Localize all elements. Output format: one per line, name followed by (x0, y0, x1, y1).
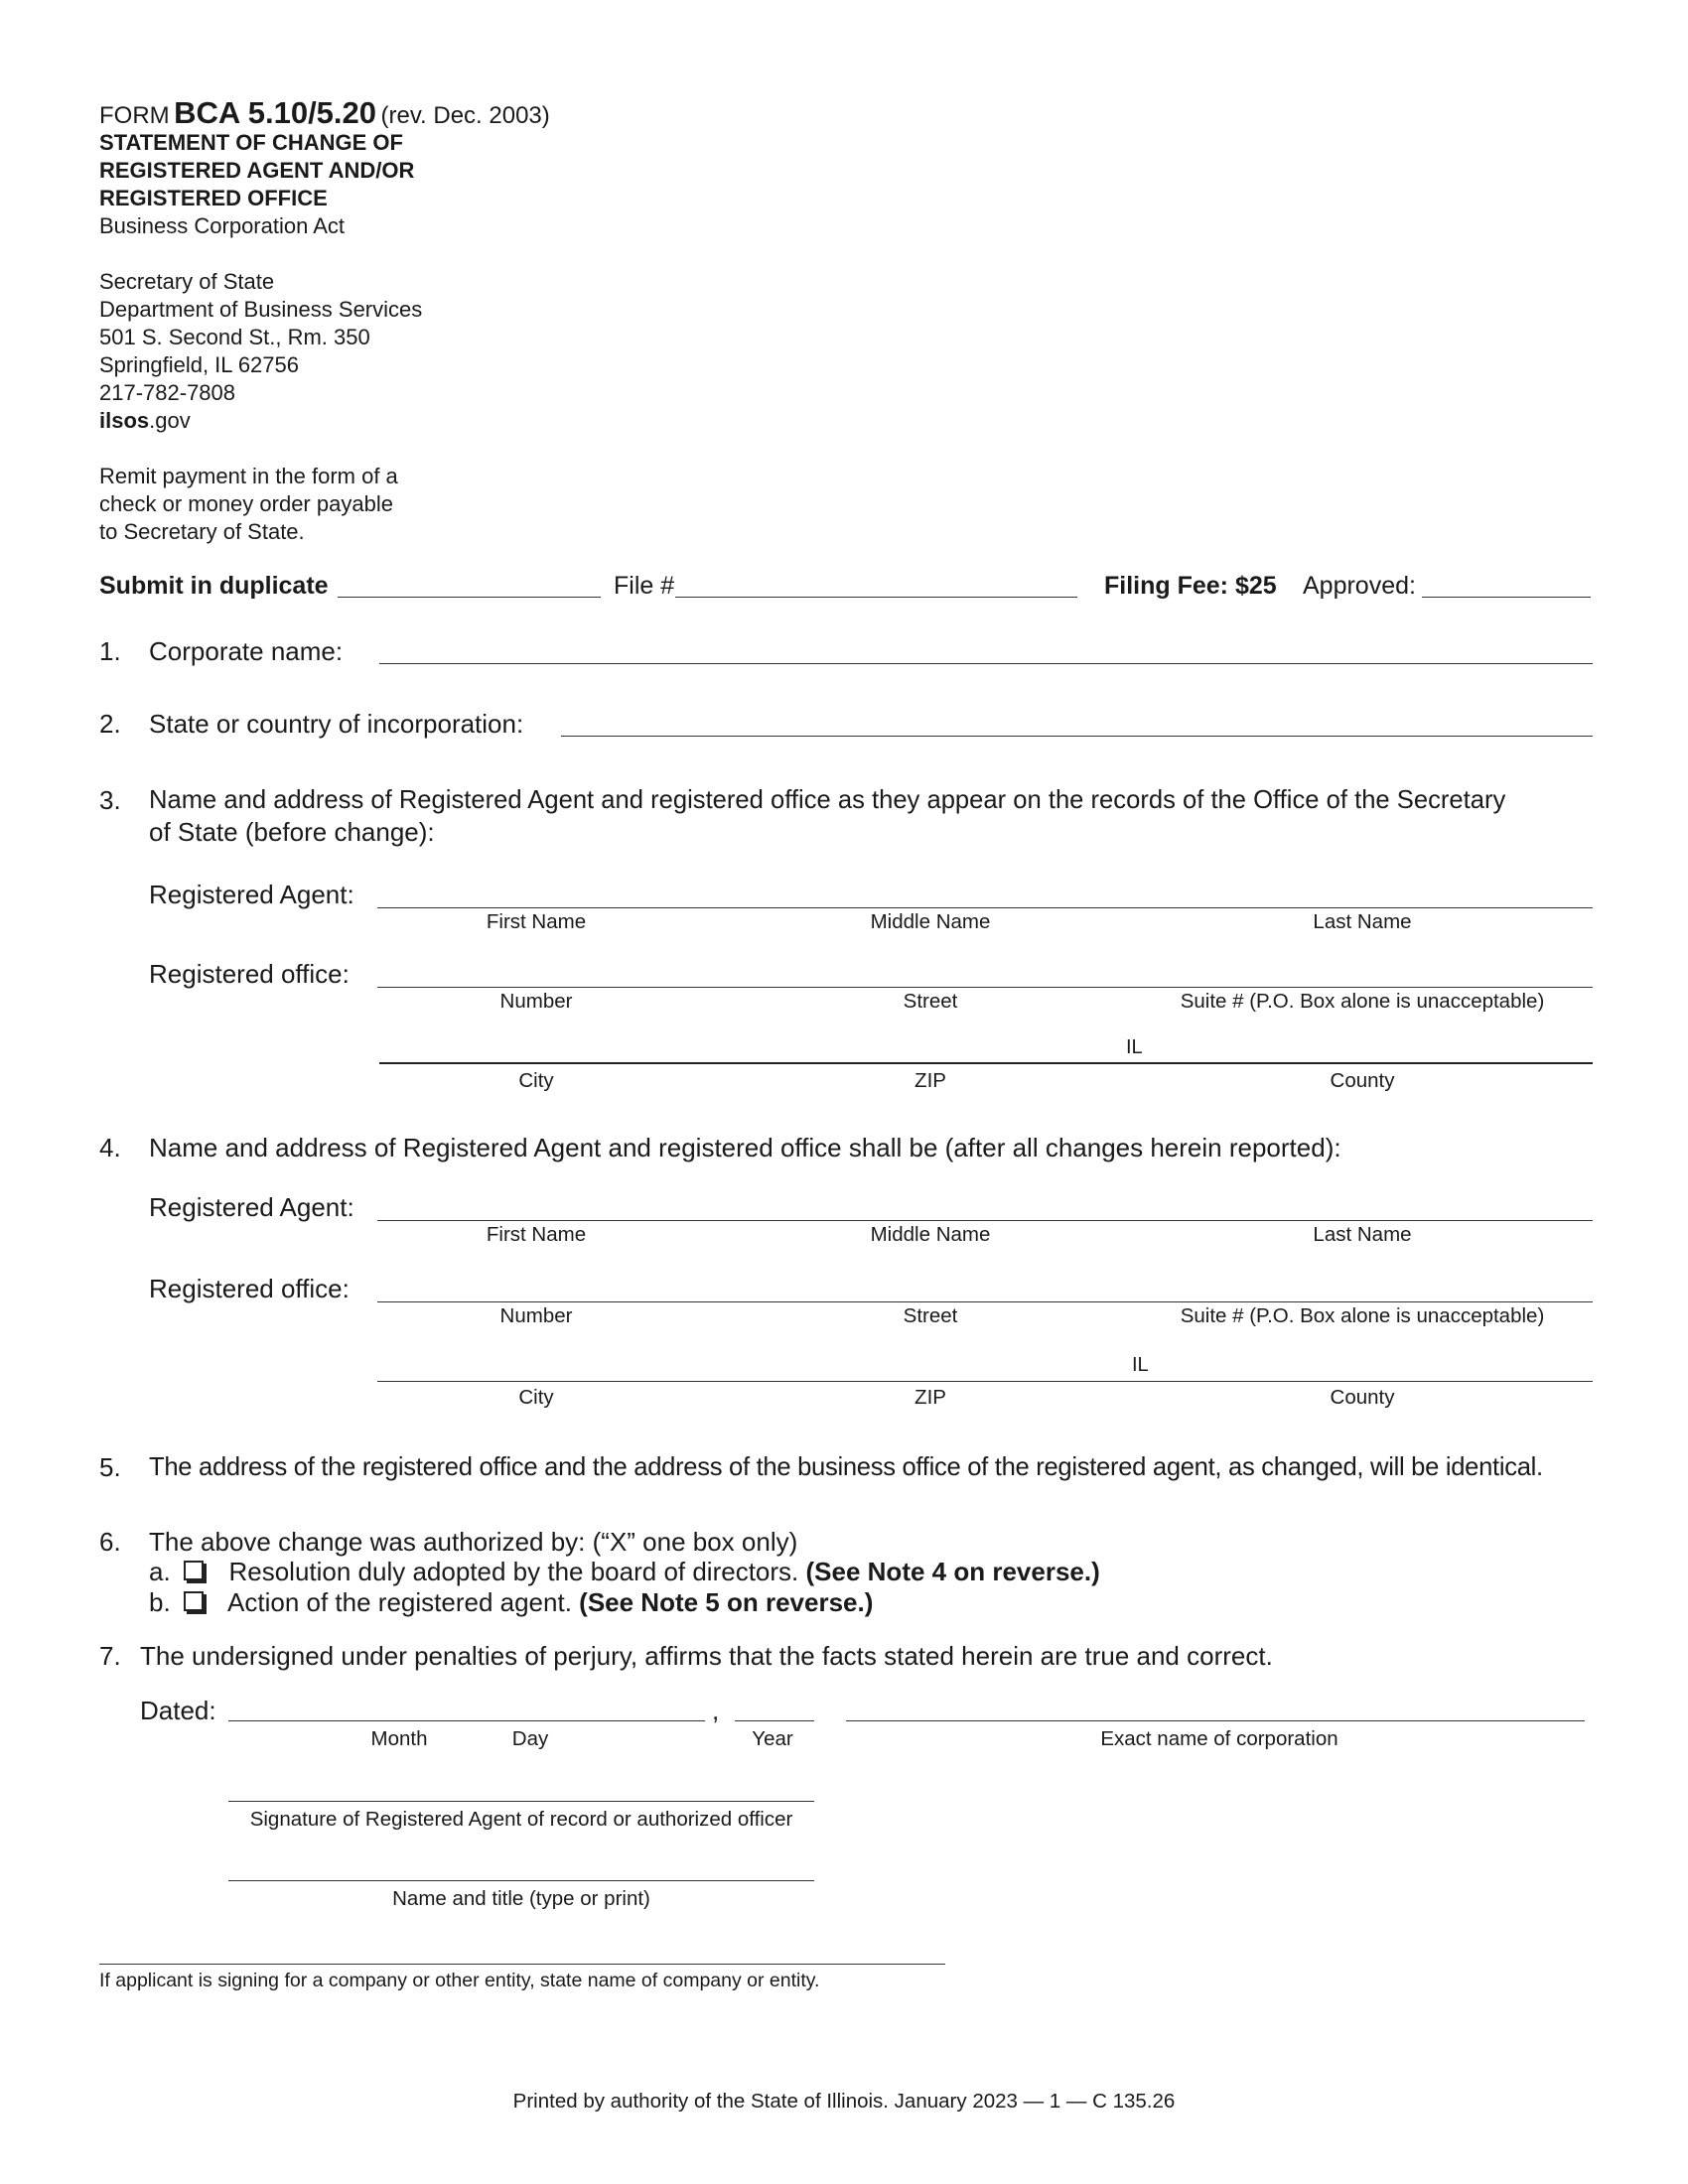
signature-label: Signature of Registered Agent of record or authorized officer (249, 1808, 793, 1831)
option-b-text: Action of the registered agent. (227, 1587, 572, 1617)
payment-line2: check or money order payable (99, 491, 393, 516)
agent-after-first: First Name (486, 1223, 587, 1246)
entity-line (99, 1964, 945, 1965)
filing-fee-label: Filing Fee: $25 (1104, 572, 1277, 600)
office-before-suite: Suite # (P.O. Box alone is unacceptable) (1180, 990, 1545, 1013)
item7-number: 7. (99, 1641, 121, 1671)
corp-name-label: Exact name of corporation (1100, 1727, 1338, 1750)
office-after-input[interactable] (377, 1272, 1593, 1301)
agent-after-label: Registered Agent: (149, 1192, 354, 1222)
date-month-day-input[interactable] (228, 1691, 705, 1720)
item4-label: Name and address of Registered Agent and registered office shall be (after all changes herein reported): (149, 1133, 1341, 1162)
office-after-street: Street (903, 1304, 958, 1327)
office-before-city: City (518, 1069, 554, 1092)
option-a-note: (See Note 4 on reverse.) (805, 1557, 1100, 1586)
office-after-suite: Suite # (P.O. Box alone is unacceptable) (1180, 1304, 1545, 1327)
submit-field[interactable] (338, 568, 601, 598)
exact-corp-name-input[interactable] (846, 1691, 1585, 1720)
item3-line1: Name and address of Registered Agent and registered office as they appear on the records of the Office of the Secretary (149, 786, 1506, 814)
office-line1: Secretary of State (99, 269, 275, 294)
office-before-city-line (379, 1062, 1593, 1064)
date-comma: , (712, 1696, 720, 1725)
item6-text: The above change was authorized by: (“X” one box only) (149, 1527, 798, 1557)
agent-after-line (377, 1220, 1593, 1221)
website-bold: ilsos (99, 408, 150, 433)
option-b-row (149, 1586, 873, 1618)
option-a-letter: a. (149, 1557, 171, 1586)
office-after-state: IL (1132, 1354, 1149, 1376)
item3-number: 3. (99, 785, 121, 815)
year-label: Year (752, 1727, 793, 1750)
item3-line2: of State (before change): (149, 817, 435, 847)
office-after-city-input[interactable] (377, 1351, 1112, 1381)
corp-name-line (846, 1720, 1585, 1721)
option-a-row (149, 1556, 1100, 1587)
act-name: Business Corporation Act (99, 213, 346, 238)
date-line (228, 1720, 705, 1721)
checkbox-b[interactable] (184, 1591, 204, 1611)
office-before-state: IL (1126, 1036, 1143, 1058)
form-title-line3: REGISTERED OFFICE (99, 186, 328, 210)
footer-text: Printed by authority of the State of Illinois. January 2023 — 1 — C 135.26 (512, 2090, 1176, 2113)
payment-line1: Remit payment in the form of a (99, 464, 398, 488)
agent-after-input[interactable] (377, 1190, 1593, 1220)
office-after-county: County (1330, 1386, 1395, 1409)
form-prefix: FORM (99, 102, 170, 129)
agent-after-last: Last Name (1313, 1223, 1412, 1246)
checkbox-a[interactable] (184, 1561, 204, 1580)
office-phone: 217-782-7808 (99, 380, 236, 405)
month-label: Month (370, 1727, 428, 1750)
item5-number: 5. (99, 1452, 121, 1482)
office-after-number: Number (499, 1304, 573, 1327)
item1-label: Corporate name: (149, 636, 344, 666)
agent-before-label: Registered Agent: (149, 880, 354, 909)
corporate-name-input[interactable] (379, 633, 1593, 663)
agent-after-middle: Middle Name (870, 1223, 991, 1246)
office-before-street: Street (903, 990, 958, 1013)
option-b-note: (See Note 5 on reverse.) (579, 1587, 874, 1617)
item4-number: 4. (99, 1133, 121, 1162)
office-after-city-line (377, 1381, 1593, 1382)
file-number-field[interactable] (675, 568, 1077, 598)
agent-before-first: First Name (486, 910, 587, 933)
item1-number: 1. (99, 636, 121, 666)
office-after-label: Registered office: (149, 1274, 350, 1303)
office-before-zip: ZIP (914, 1069, 946, 1092)
form-title-line2: REGISTERED AGENT AND/OR (99, 158, 415, 183)
form-revision: (rev. Dec. 2003) (380, 102, 550, 129)
entity-note: If applicant is signing for a company or other entity, state name of company or entity. (99, 1970, 820, 1991)
name-title-input[interactable] (228, 1850, 814, 1880)
office-line3: 501 S. Second St., Rm. 350 (99, 325, 370, 349)
corporate-name-line (379, 663, 1593, 664)
approved-label: Approved: (1303, 572, 1416, 600)
signature-line (228, 1801, 814, 1802)
office-before-city-input[interactable] (379, 1032, 1114, 1062)
state-country-line (561, 736, 1593, 737)
option-a-text: Resolution duly adopted by the board of directors. (228, 1557, 799, 1586)
dated-label: Dated: (140, 1696, 216, 1725)
agent-before-line (377, 907, 1593, 908)
submit-label: Submit in duplicate (99, 572, 329, 600)
item5-text: The address of the registered office and the address of the business office of the registered agent, as changed, will be identical. (149, 1453, 1543, 1481)
item6-number: 6. (99, 1527, 121, 1557)
agent-before-middle: Middle Name (870, 910, 991, 933)
office-line2: Department of Business Services (99, 297, 423, 322)
item2-number: 2. (99, 709, 121, 739)
office-line4: Springfield, IL 62756 (99, 352, 299, 377)
signature-input[interactable] (228, 1771, 814, 1801)
payment-line3: to Secretary of State. (99, 519, 305, 544)
website-rest: .gov (149, 408, 191, 433)
day-label: Day (511, 1727, 549, 1750)
name-title-label: Name and title (type or print) (392, 1887, 650, 1910)
date-year-input[interactable] (735, 1691, 814, 1720)
entity-input[interactable] (99, 1934, 945, 1964)
office-before-line (377, 987, 1593, 988)
office-after-line (377, 1301, 1593, 1302)
approved-field[interactable] (1422, 568, 1591, 598)
office-before-number: Number (499, 990, 573, 1013)
form-id (99, 95, 550, 131)
form-title-line1: STATEMENT OF CHANGE OF (99, 130, 403, 155)
item2-label: State or country of incorporation: (149, 709, 524, 739)
office-before-county: County (1330, 1069, 1395, 1092)
office-after-zip: ZIP (914, 1386, 946, 1409)
year-line (735, 1720, 814, 1721)
name-title-line (228, 1880, 814, 1881)
agent-before-input[interactable] (377, 878, 1593, 907)
office-before-input[interactable] (377, 957, 1593, 987)
office-website[interactable] (99, 407, 191, 435)
item7-text: The undersigned under penalties of perjury, affirms that the facts stated herein are true and correct. (140, 1641, 1273, 1671)
agent-before-last: Last Name (1313, 910, 1412, 933)
office-before-label: Registered office: (149, 959, 350, 989)
state-country-input[interactable] (561, 706, 1593, 736)
option-b-letter: b. (149, 1587, 171, 1617)
file-label: File # (614, 572, 675, 600)
form-number: BCA 5.10/5.20 (174, 95, 377, 130)
office-after-city: City (518, 1386, 554, 1409)
